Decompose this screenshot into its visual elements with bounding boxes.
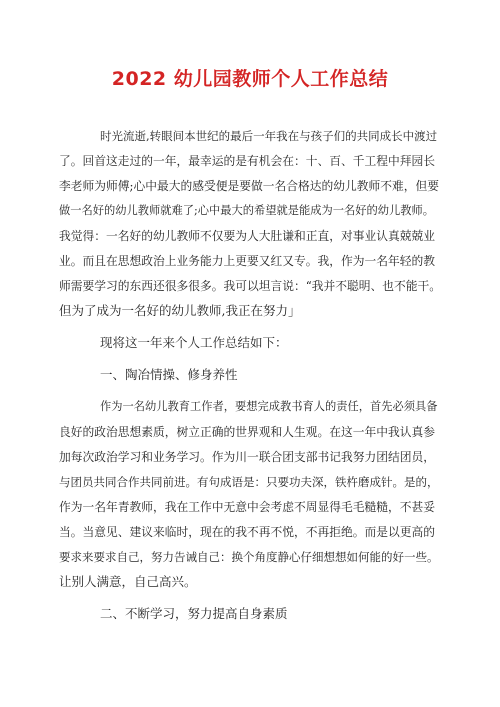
paragraph-line: 现将这一年来个人工作总结如下： (100, 335, 288, 350)
paragraph-line: 师需要学习的东西还很多很多。我可以坦言说：“我并不聪明、也不能干。 (59, 279, 442, 293)
paragraph-line: 李老师为师傅;心中最大的感受便是要做一名合格达的幼儿教师不难，但要 (59, 179, 439, 193)
paragraph-line: 了。回首这走过的一年，最幸运的是有机会在：十、百、千工程中拜园长 (59, 154, 435, 168)
section-heading: 二、不断学习，努力提高自身素质 (100, 606, 288, 621)
section-heading: 一、陶冶情操、修身养性 (100, 367, 238, 382)
paragraph-line: 我觉得：一名好的幼儿教师不仅要为人大肚谦和正直，对事业认真兢兢业 (59, 229, 435, 243)
paragraph-line: 与团员共同合作共同前进。有句成语是：只要功夫深，铁杵磨成针。是的， (59, 475, 439, 489)
paragraph-line: 作为一名年青教师，我在工作中无意中会考虑不周显得毛毛糙糙，不甚妥 (59, 500, 435, 514)
paragraph-line: 良好的政治思想素质，树立正确的世界观和人生观。在这一年中我认真参 (59, 425, 435, 439)
paragraph-line: 作为一名幼儿教育工作者，要想完成教书育人的责任，首先必须具备 (100, 400, 438, 413)
document-title: 2022 幼儿园教师个人工作总结 (111, 68, 389, 90)
paragraph-line: 加每次政治学习和业务学习。作为川一联合团支部书记我努力团结团员， (59, 450, 435, 464)
paragraph-line: 当。当意见、建议来临时，现在的我不再不悦，不再拒绝。而是以更高的 (59, 525, 435, 539)
paragraph-line: 做一名好的幼儿教师就难了;心中最大的希望就是能成为一名好的幼儿教师。 (59, 204, 435, 217)
paragraph-line: 时光流逝,转眼间本世纪的最后一年我在与孩子们的共同成长中渡过 (100, 129, 438, 143)
paragraph-line: 让别人满意，自己高兴。 (59, 574, 197, 589)
paragraph-line: 但为了成为一名好的幼儿教师,我正在努力」 (59, 303, 301, 318)
paragraph-line: 业。而且在思想政治上业务能力上更要又红又专。我，作为一名年轻的教 (59, 254, 435, 268)
paragraph-line: 要求来要求自己，努力告诫自己：换个角度静心仔细想想如何能的好一些。 (59, 550, 439, 564)
